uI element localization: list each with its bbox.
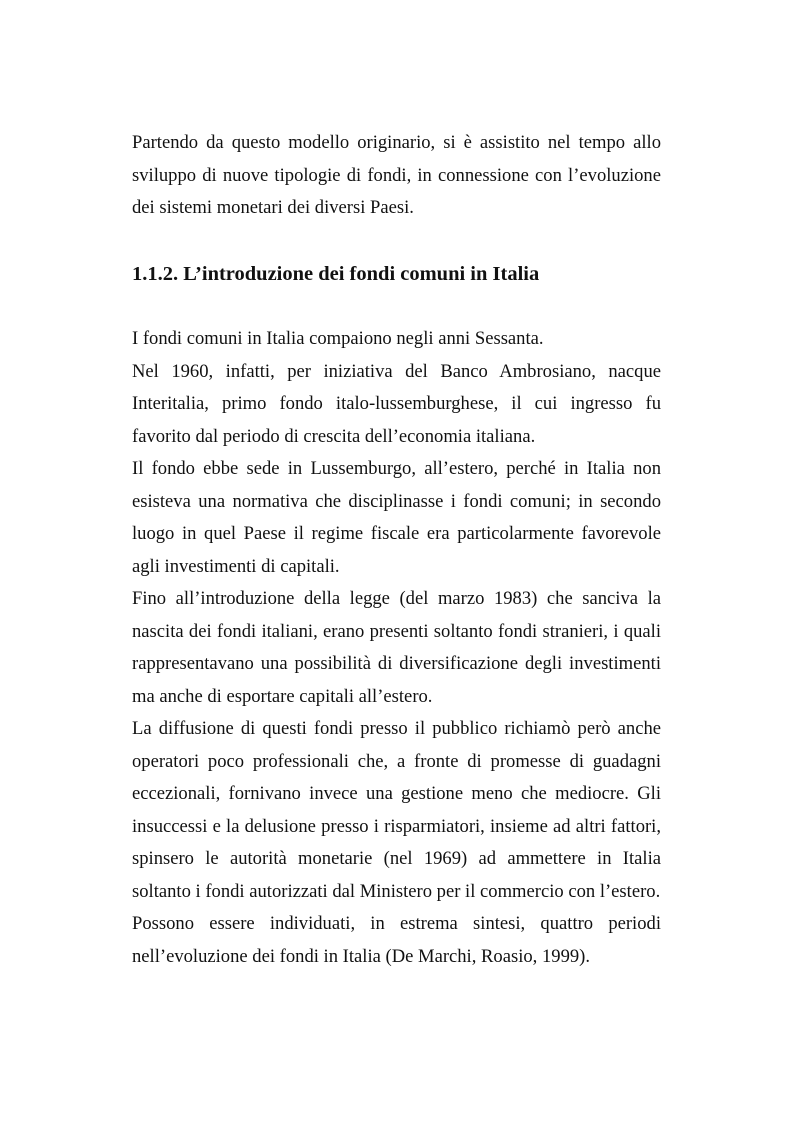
section-heading: 1.1.2. L’introduzione dei fondi comuni in Italia <box>132 263 540 285</box>
intro-text <box>132 127 661 225</box>
body-paragraph: La diffusione di questi fondi presso il pubblico richiamò però anche operatori poco professionali che, a fronte di promesse di guadagni eccezionali, fornivano invece una gestione meno che mediocre. Gli insuccessi e la delusione presso i risparmiatori, insieme ad altri fattori, spinsero le autorità monetarie (nel 1969) ad ammettere in Italia soltanto i fondi autorizzati dal Ministero per il commercio con l’estero. <box>132 718 661 902</box>
body-paragraph: Nel 1960, infatti, per iniziativa del Banco Ambrosiano, nacque Interitalia, primo fondo italo-lussemburghese, il cui ingresso fu favorito dal periodo di crescita dell’economia italiana. <box>132 360 661 447</box>
section-body <box>132 323 661 973</box>
body-paragraph: Il fondo ebbe sede in Lussemburgo, all’estero, perché in Italia non esisteva una normativa che disciplinasse i fondi comuni; in secondo luogo in quel Paese il regime fiscale era particolarmente favorevole agli investimenti di capitali. <box>132 458 661 577</box>
body-paragraph: I fondi comuni in Italia compaiono negli anni Sessanta. <box>132 328 544 349</box>
intro-paragraph: Partendo da questo modello originario, si è assistito nel tempo allo sviluppo di nuove tipologie di fondi, in connessione con l’evoluzione dei sistemi monetari dei diversi Paesi. <box>132 132 661 218</box>
body-paragraph: Fino all’introduzione della legge (del marzo 1983) che sanciva la nascita dei fondi italiani, erano presenti soltanto fondi stranieri, i quali rappresentavano una possibilità di diversificazione degli investimenti ma anche di esportare capitali all’estero. <box>132 588 661 707</box>
body-paragraph: Possono essere individuati, in estrema sintesi, quattro periodi nell’evoluzione dei fondi in Italia (De Marchi, Roasio, 1999). <box>132 913 661 967</box>
